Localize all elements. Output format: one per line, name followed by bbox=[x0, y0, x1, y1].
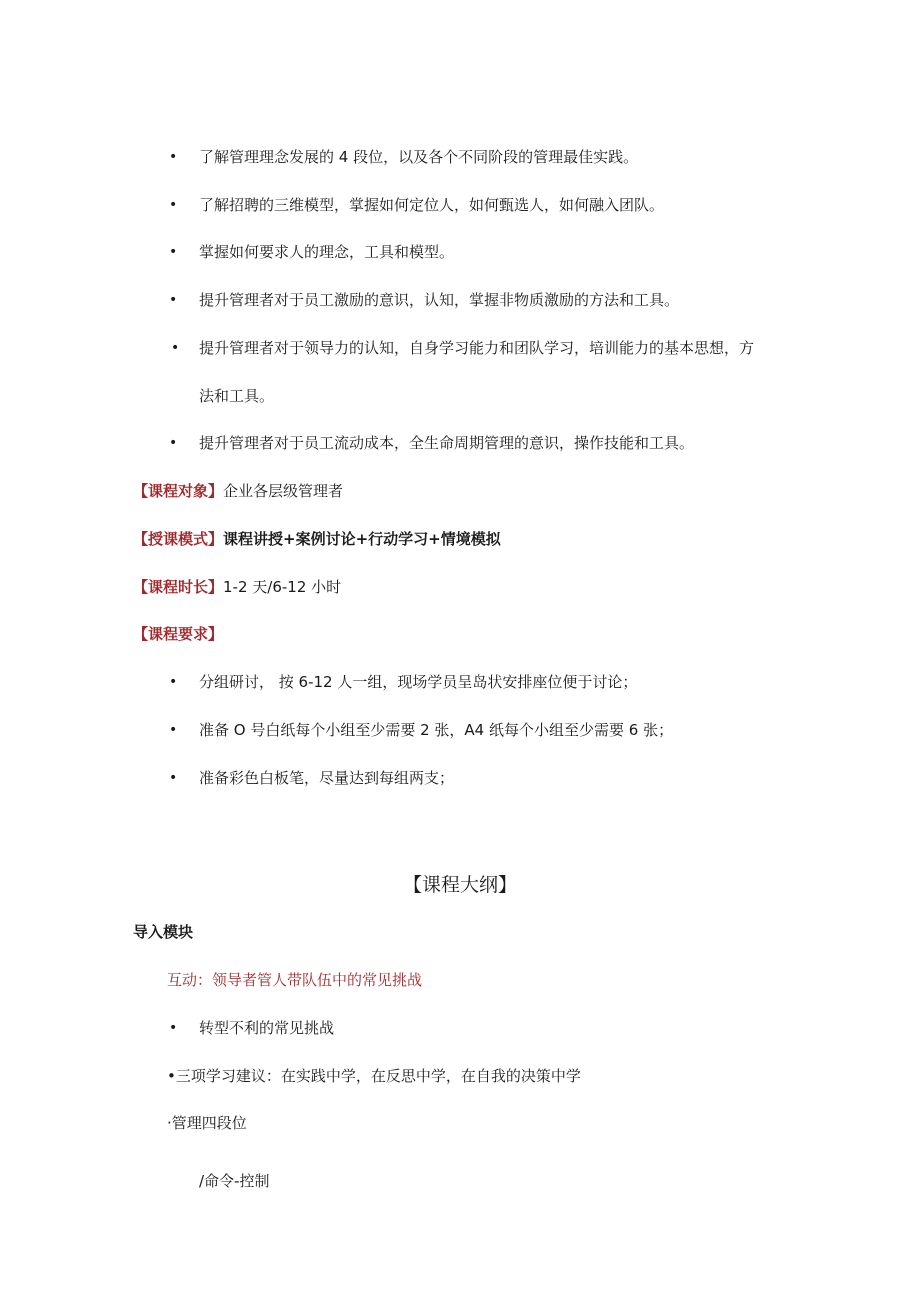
course-audience bbox=[133, 481, 343, 501]
module-title: 导入模块 bbox=[133, 923, 194, 941]
outline-item: ·管理四段位 bbox=[167, 1114, 247, 1132]
course-requirements bbox=[133, 624, 223, 644]
bullet-icon: • bbox=[169, 674, 178, 690]
objective-item: 提升管理者对于员工流动成本，全生命周期管理的意识，操作技能和工具。 bbox=[199, 434, 695, 452]
bullet-icon: • bbox=[169, 292, 178, 308]
objective-item-continued: 法和工具。 bbox=[199, 387, 275, 405]
bullet-icon: • bbox=[169, 197, 178, 213]
bullet-icon: • bbox=[169, 722, 178, 738]
course-duration-label: 【课程时长】 bbox=[133, 578, 224, 596]
course-duration-value: 1-2 天/6-12 小时 bbox=[223, 578, 342, 596]
course-mode-label: 【授课模式】 bbox=[133, 530, 224, 548]
outline-item: 转型不利的常见挑战 bbox=[199, 1019, 335, 1037]
requirement-item: 准备彩色白板笔，尽量达到每组两支； bbox=[199, 769, 455, 787]
course-requirements-label: 【课程要求】 bbox=[133, 625, 224, 643]
objective-item: 提升管理者对于员工激励的意识，认知，掌握非物质激励的方法和工具。 bbox=[199, 291, 680, 309]
bullet-icon: • bbox=[171, 340, 180, 356]
course-audience-label: 【课程对象】 bbox=[133, 482, 224, 500]
interaction-item: 互动：领导者管人带队伍中的常见挑战 bbox=[167, 971, 423, 989]
bullet-icon: • bbox=[169, 435, 178, 451]
course-mode-value: 课程讲授+案例讨论+行动学习+情境模拟 bbox=[223, 530, 501, 548]
outline-subitem: /命令-控制 bbox=[199, 1172, 270, 1190]
course-duration bbox=[133, 577, 341, 597]
requirement-item: 准备 O 号白纸每个小组至少需要 2 张，A4 纸每个小组至少需要 6 张； bbox=[199, 721, 674, 739]
objective-item: 提升管理者对于领导力的认知，自身学习能力和团队学习，培训能力的基本思想，方 bbox=[199, 339, 755, 357]
outline-title: 【课程大纲】 bbox=[402, 874, 517, 896]
objective-item: 了解招聘的三维模型，掌握如何定位人，如何甄选人，如何融入团队。 bbox=[199, 196, 665, 214]
course-audience-value: 企业各层级管理者 bbox=[223, 482, 344, 500]
objective-item: 了解管理理念发展的 4 段位，以及各个不同阶段的管理最佳实践。 bbox=[199, 148, 639, 166]
outline-item: •三项学习建议：在实践中学，在反思中学，在自我的决策中学 bbox=[167, 1067, 581, 1085]
bullet-icon: • bbox=[169, 1020, 178, 1036]
objective-item: 掌握如何要求人的理念，工具和模型。 bbox=[199, 243, 455, 261]
bullet-icon: • bbox=[169, 149, 178, 165]
bullet-icon: • bbox=[169, 770, 178, 786]
requirement-item: 分组研讨， 按 6-12 人一组，现场学员呈岛状安排座位便于讨论； bbox=[199, 673, 638, 691]
bullet-icon: • bbox=[169, 244, 178, 260]
course-mode bbox=[133, 529, 501, 549]
